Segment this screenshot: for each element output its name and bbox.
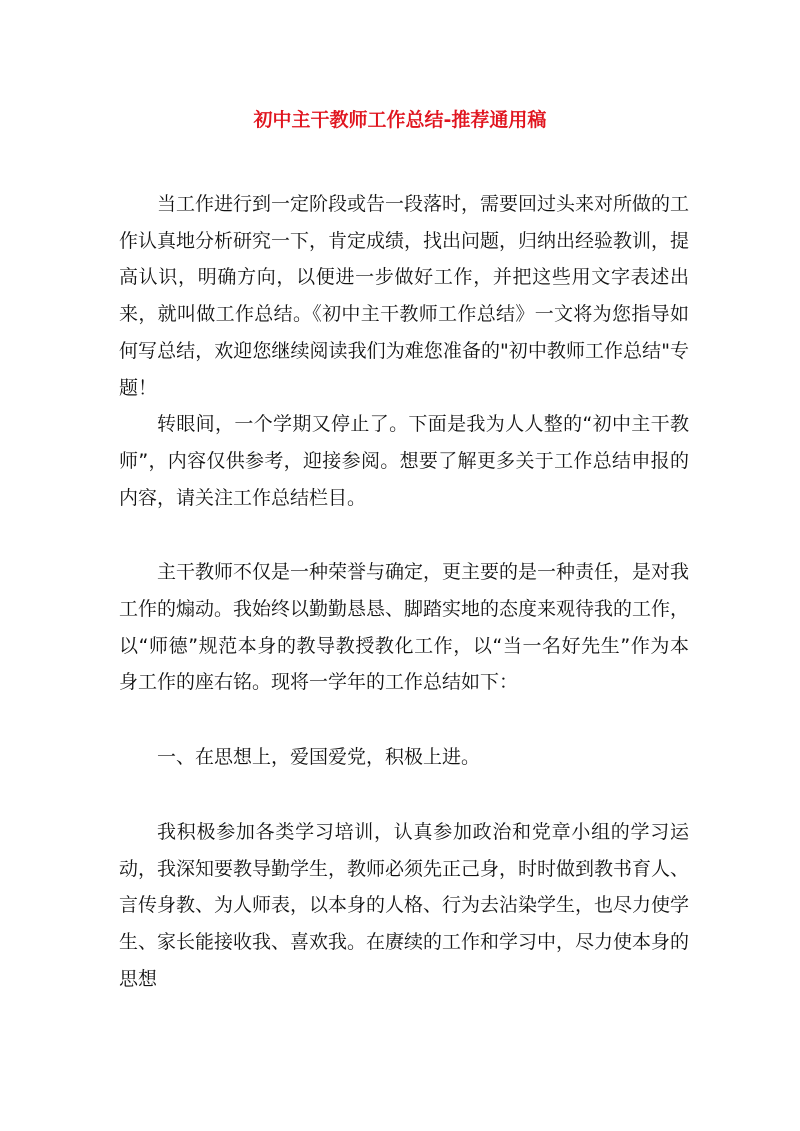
intro-paragraph: 当工作进行到一定阶段或告一段落时，需要回过头来对所做的工作认真地分析研究一下，肯定成绩，找出问题，归纳出经验教训，提高认识，明确方向，以便进一步做好工作，并把这些用文字表述出来，就叫做工作总结。《初中主干教师工作总结》一文将为您指导如何写总结，欢迎您继续阅读我们为难您准备的"初中教师工作总结"专题！ (119, 193, 690, 399)
document-body (119, 186, 689, 997)
section-heading-one: 一、在思想上，爱国爱党，积极上进。 (157, 746, 481, 769)
paragraph-spacer (119, 516, 689, 554)
learning-paragraph: 我积极参加各类学习培训，认真参加政治和党章小组的学习运动，我深知要教导勤学生，教师必须先正己身，时时做到教书育人、言传身教、为人师表，以本身的人格、行为去沾染学生，也尽力使学生、家长能接收我、喜欢我。在赓续的工作和学习中，尽力使本身的思想 (119, 820, 690, 990)
paragraph-spacer (119, 776, 689, 814)
reference-paragraph: 转眼间，一个学期又停止了。下面是我为人人整的“初中主干教师”，内容仅供参考，迎接参阅。想要了解更多关于工作总结申报的内容，请关注工作总结栏目。 (119, 413, 689, 509)
paragraph-spacer (119, 701, 689, 739)
responsibility-paragraph: 主干教师不仅是一种荣誉与确定，更主要的是一种责任，是对我工作的煽动。我始终以勤勤恳恳、脚踏实地的态度来观待我的工作，以“师德”规范本身的教导教授教化工作，以“当一名好先生”作为本身工作的座右铭。现将一学年的工作总结如下： (119, 561, 690, 694)
document-title: 初中主干教师工作总结-推荐通用稿 (253, 109, 547, 131)
